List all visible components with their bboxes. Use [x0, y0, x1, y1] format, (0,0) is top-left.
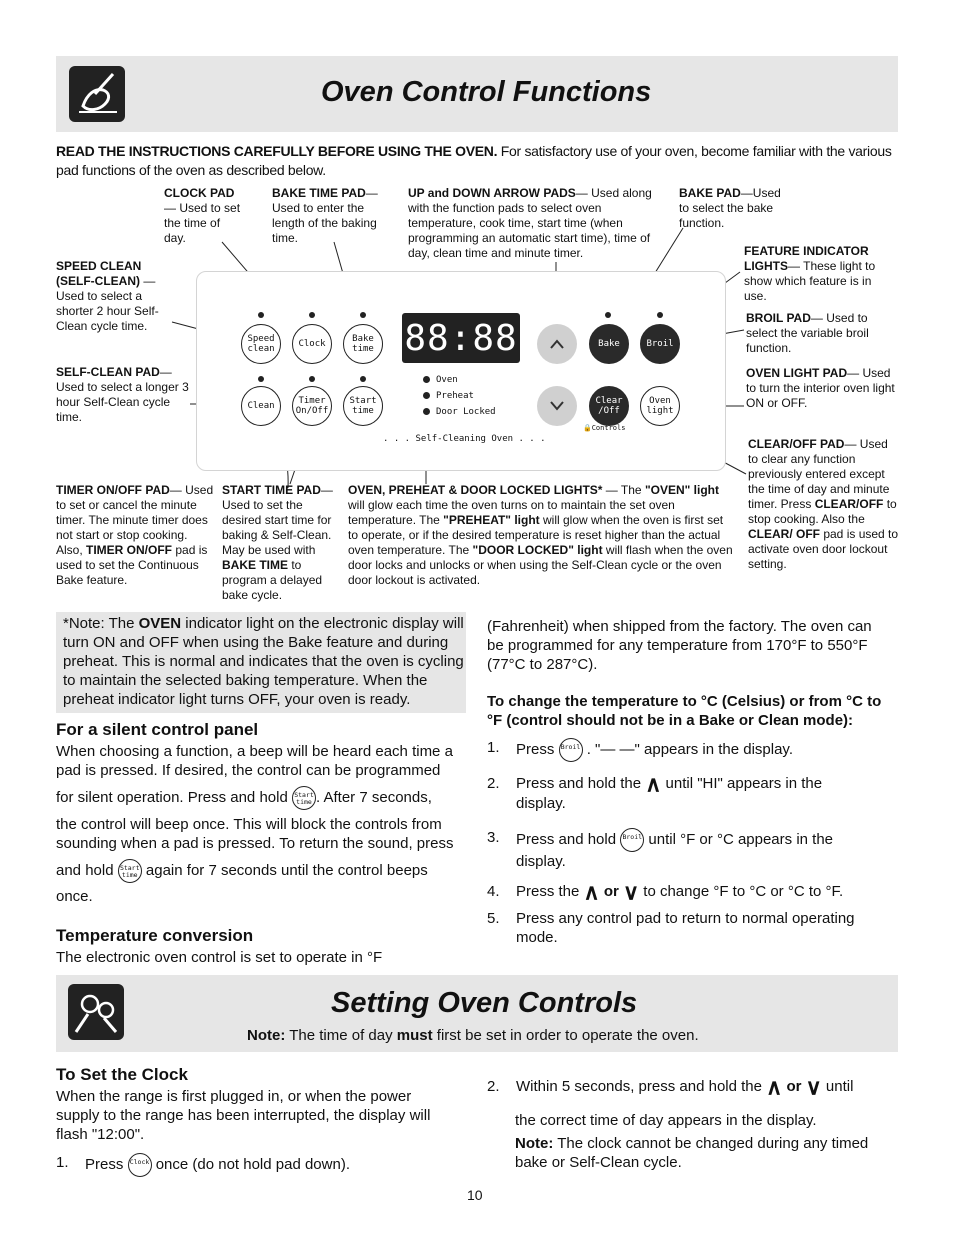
timer-led	[309, 376, 315, 382]
broil-mini-icon: Broil	[559, 738, 583, 762]
silent-p1: When choosing a function, a beep will be heard each time a pad is pressed. If desired, the control can be programmed	[56, 743, 453, 779]
silent-p5: once.	[56, 888, 93, 905]
callout-clock: CLOCK PAD— Used to set the time of day.	[164, 186, 241, 245]
down-arrow-icon	[549, 400, 565, 412]
clock-led	[309, 312, 315, 318]
speed-clean-led	[258, 312, 264, 318]
self-cleaning-label: . . . Self-Cleaning Oven . . .	[383, 434, 546, 444]
intro-bold: READ THE INSTRUCTIONS CAREFULLY BEFORE USING THE OVEN.	[56, 143, 498, 159]
silent-p2: for silent operation. Press and hold Start time . After 7 seconds,	[56, 786, 468, 810]
temp-p1: The electronic oven control is set to operate in °F	[56, 949, 383, 966]
start-time-mini-icon: Start time	[292, 786, 316, 810]
callout-bake-time: BAKE TIME PAD— Used to enter the length of the baking time.	[272, 186, 378, 245]
setting-note: Note: The time of day must first be set in order to operate the oven.	[247, 1027, 699, 1044]
broil-pad[interactable]: Broil	[640, 324, 680, 364]
preheat-light-indicator: Preheat	[423, 388, 496, 404]
temp-cont: (Fahrenheit) when shipped from the factory. The oven can be programmed for any temperature from 170°F to 550°F (77°C to 287°C).	[487, 618, 872, 673]
broil-led	[657, 312, 663, 318]
clock-step-2-cont: the correct time of day appears in the display.	[515, 1112, 817, 1129]
page-title: Oven Control Functions	[321, 76, 652, 108]
bake-pad[interactable]: Bake	[589, 324, 629, 364]
down-arrow-pad[interactable]	[537, 386, 577, 426]
page-number: 10	[467, 1187, 483, 1203]
setting-title: Setting Oven Controls	[331, 987, 638, 1019]
oven-light-indicator: Oven	[423, 372, 496, 388]
clear-off-pad[interactable]: Clear /Off	[589, 386, 629, 426]
up-arrow-icon: ∧	[645, 771, 662, 797]
door-locked-light-indicator: Door Locked	[423, 404, 496, 420]
clock-pad[interactable]: Clock	[292, 324, 332, 364]
bake-time-pad[interactable]: Bake time	[343, 324, 383, 364]
silent-p4: and hold Start time again for 7 seconds until the control beeps	[56, 859, 468, 883]
timer-pad[interactable]: Timer On/Off	[292, 386, 332, 426]
callout-start: START TIME PAD— Used to set the desired start time for baking & Self-Clean. May be used with BAKE TIME to program a delayed bake cycle.	[222, 483, 333, 602]
clean-led	[258, 376, 264, 382]
callout-feature: FEATURE INDICATOR LIGHTS— These light to show which feature is in use.	[744, 244, 876, 303]
oven-light-pad[interactable]: Oven light	[640, 386, 680, 426]
callout-oven-light: OVEN LIGHT PAD— Used to turn the interior oven light ON or OFF.	[746, 366, 895, 410]
callout-clear-off: CLEAR/OFF PAD— Used to clear any function previously entered except the time of day and minute timer. Press CLEAR/OFF to stop cooking. Also the CLEAR/ OFF pad is used to activate oven door lockout setting.	[748, 437, 899, 571]
callout-updown: UP and DOWN ARROW PADS— Used along with the function pads to select oven temperature, cook time, start time (when programming an automatic start time), time of day, clean time and minute timer.	[408, 186, 652, 260]
controls-lock-label: 🔒Controls	[583, 424, 626, 432]
intro-rest: For satisfactory use of your oven, become familiar with the various pad functions of the oven as described below.	[56, 143, 892, 178]
setting-banner	[56, 975, 898, 1052]
note-box	[56, 612, 466, 713]
clock-display: 88:88	[402, 313, 520, 363]
bake-led	[605, 312, 611, 318]
start-time-led	[360, 376, 366, 382]
clean-pad[interactable]: Clean	[241, 386, 281, 426]
up-arrow-pad[interactable]	[537, 324, 577, 364]
silent-p3: the control will beep once. This will block the controls from sounding when a pad is pressed. To return the sound, press	[56, 816, 454, 852]
callout-broil: BROIL PAD— Used to select the variable broil function.	[746, 311, 869, 355]
up-arrow-icon-2: ∧	[583, 879, 600, 905]
clock-heading: To Set the Clock	[56, 1065, 188, 1084]
start-time-mini-icon-2: Start time	[118, 859, 142, 883]
up-arrow-icon-3: ∧	[766, 1074, 783, 1100]
callout-speed: SPEED CLEAN (SELF-CLEAN) — Used to select a shorter 2 hour Self-Clean cycle time.	[56, 259, 159, 333]
bake-time-led	[360, 312, 366, 318]
indicator-lights	[423, 372, 496, 420]
start-time-pad[interactable]: Start time	[343, 386, 383, 426]
callout-timer: TIMER ON/OFF PAD— Used to set or cancel the minute timer. The minute timer does not start or stop cooking. Also, TIMER ON/OFF pad is used to set the Continuous Bake feature.	[56, 483, 214, 587]
callout-lights: OVEN, PREHEAT & DOOR LOCKED LIGHTS* — The "OVEN" light will glow each time the oven turns on to maintain the set oven temperature. The "PREHEAT" light will glow when the oven is first set to operate, or if the desired temperature is reset higher than the actual oven temperature. The "DOOR LOCKED" light will flash when the oven door locks and unlocks or when using the Self-Clean cycle or the oven door lockout is activated.	[348, 483, 733, 587]
note-text: *Note: The OVEN indicator light on the electronic display will turn ON and OFF when using the Bake feature and during preheat. This is normal and indicates that the oven is cycling to maintain the selected baking temperature. When the preheat indicator light turns OFF, your oven is ready.	[63, 615, 464, 708]
callout-bake: BAKE PAD—Used to select the bake function.	[679, 186, 781, 230]
up-arrow-icon	[549, 338, 565, 350]
lock-icon: 🔒	[583, 424, 592, 432]
down-arrow-icon-2: ∨	[805, 1074, 822, 1100]
temp-heading: Temperature conversion	[56, 926, 254, 945]
callout-self-clean: SELF-CLEAN PAD— Used to select a longer 3 hour Self-Clean cycle time.	[56, 365, 189, 424]
control-panel	[196, 271, 726, 471]
broil-mini-icon-2: Broil	[620, 828, 644, 852]
temp-change-heading: To change the temperature to °C (Celsius) or from °C to °F (control should not be in a Bake or Clean mode):	[487, 693, 882, 729]
silent-heading: For a silent control panel	[56, 720, 259, 739]
clock-p1: When the range is first plugged in, or when the power supply to the range has been interrupted, the display will flash "12:00".	[56, 1088, 431, 1143]
down-arrow-icon: ∨	[623, 879, 640, 905]
hands-icon	[68, 984, 124, 1040]
clock-mini-icon: Clock	[128, 1153, 152, 1177]
clock-note: Note: The clock cannot be changed during any timed bake or Self-Clean cycle.	[515, 1135, 869, 1171]
speed-clean-pad[interactable]: Speed clean	[241, 324, 281, 364]
